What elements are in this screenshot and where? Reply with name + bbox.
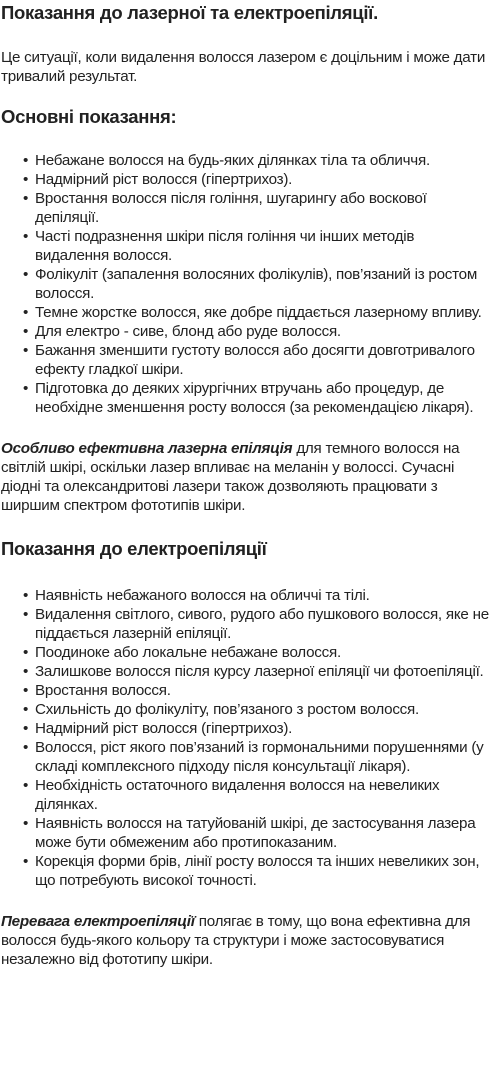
bullet-icon: • (23, 853, 29, 870)
list-item (23, 719, 492, 738)
list-item (23, 379, 492, 417)
bullet-icon: • (23, 304, 29, 321)
list-item-text: Вростання волосся. (35, 682, 171, 699)
bullet-icon: • (23, 606, 29, 623)
list-item-text: Необхідність остаточного видалення волосся на невеликих ділянках. (35, 777, 440, 813)
list-item (23, 341, 492, 379)
bullet-icon: • (23, 380, 29, 397)
list-item (23, 265, 492, 303)
list-item-text: Бажання зменшити густоту волосся або досягти довготривалого ефекту гладкої шкіри. (35, 342, 475, 378)
list-item (23, 151, 492, 170)
list-item-text: Поодиноке або локальне небажане волосся. (35, 644, 341, 661)
list-item (23, 170, 492, 189)
list-item (23, 776, 492, 814)
page-title: Показання до лазерної та електроепіляції. (1, 2, 378, 23)
bullet-icon: • (23, 190, 29, 207)
list-item-text: Підготовка до деяких хірургічних втручань або процедур, де необхідне зменшення росту волосся (за рекомендацією лікаря). (35, 380, 474, 416)
laser-effectiveness-text: для темного волосся на світлій шкірі, оскільки лазер впливає на меланін у волоссі. Сучасні діодні та олександритові лазери також дозволяють працювати з ширшим спектром фототипів шкіри. (1, 440, 460, 514)
bullet-icon: • (23, 777, 29, 794)
list-item-text: Видалення світлого, сивого, рудого або пушкового волосся, яке не піддається лазерній епіляції. (35, 606, 489, 642)
electro-indications-list (1, 586, 492, 890)
list-item (23, 738, 492, 776)
list-item (23, 662, 492, 681)
bullet-icon: • (23, 587, 29, 604)
list-item-text: Наявність небажаного волосся на обличчі та тілі. (35, 587, 370, 604)
list-item-text: Фолікуліт (запалення волосяних фолікулів), пов’язаний із ростом волосся. (35, 266, 478, 302)
list-item-text: Небажане волосся на будь-яких ділянках тіла та обличчя. (35, 152, 430, 169)
bullet-icon: • (23, 342, 29, 359)
list-item-text: Темне жорстке волосся, яке добре піддається лазерному впливу. (35, 304, 482, 321)
section-heading-electro-indications: Показання до електроепіляції (1, 538, 267, 559)
list-item (23, 227, 492, 265)
list-item-text: Наявність волосся на татуйованій шкірі, де застосування лазера може бути обмеженим або протипоказаним. (35, 815, 476, 851)
list-item (23, 189, 492, 227)
electro-advantage-lead: Перевага електроепіляції (1, 913, 195, 930)
laser-effectiveness-lead: Особливо ефективна лазерна епіляція (1, 440, 293, 457)
list-item-text: Надмірний ріст волосся (гіпертрихоз). (35, 720, 293, 737)
bullet-icon: • (23, 701, 29, 718)
list-item (23, 586, 492, 605)
bullet-icon: • (23, 644, 29, 661)
electro-advantage-text: полягає в тому, що вона ефективна для волосся будь-якого кольору та структури і може застосовуватися незалежно від фототипу шкіри. (1, 913, 471, 968)
bullet-icon: • (23, 739, 29, 756)
bullet-icon: • (23, 171, 29, 188)
list-item-text: Вростання волосся після гоління, шугарингу або воскової депіляції. (35, 190, 427, 226)
list-item-text: Залишкове волосся після курсу лазерної епіляції чи фотоепіляції. (35, 663, 484, 680)
laser-effectiveness-paragraph (1, 439, 492, 515)
list-item (23, 852, 492, 890)
main-indications-list (1, 151, 492, 417)
list-item (23, 303, 492, 322)
list-item (23, 643, 492, 662)
bullet-icon: • (23, 682, 29, 699)
list-item-text: Часті подразнення шкіри після гоління чи інших методів видалення волосся. (35, 228, 415, 264)
intro-paragraph: Це ситуації, коли видалення волосся лазером є доцільним і може дати тривалий результат. (1, 49, 486, 85)
list-item-text: Корекція форми брів, лінії росту волосся та інших невеликих зон, що потребують високої точності. (35, 853, 480, 889)
list-item (23, 605, 492, 643)
electro-advantage-paragraph (1, 912, 492, 969)
bullet-icon: • (23, 323, 29, 340)
list-item-text: Для електро - сиве, блонд або руде волосся. (35, 323, 341, 340)
bullet-icon: • (23, 720, 29, 737)
bullet-icon: • (23, 815, 29, 832)
section-heading-main-indications: Основні показання: (1, 106, 177, 127)
list-item-text: Волосся, ріст якого пов’язаний із гормональними порушеннями (у складі комплексного підходу після консультації лікаря). (35, 739, 484, 775)
bullet-icon: • (23, 663, 29, 680)
list-item (23, 814, 492, 852)
bullet-icon: • (23, 228, 29, 245)
list-item (23, 322, 492, 341)
list-item-text: Надмірний ріст волосся (гіпертрихоз). (35, 171, 293, 188)
list-item-text: Схильність до фолікуліту, пов’язаного з ростом волосся. (35, 701, 419, 718)
bullet-icon: • (23, 266, 29, 283)
list-item (23, 681, 492, 700)
bullet-icon: • (23, 152, 29, 169)
list-item (23, 700, 492, 719)
